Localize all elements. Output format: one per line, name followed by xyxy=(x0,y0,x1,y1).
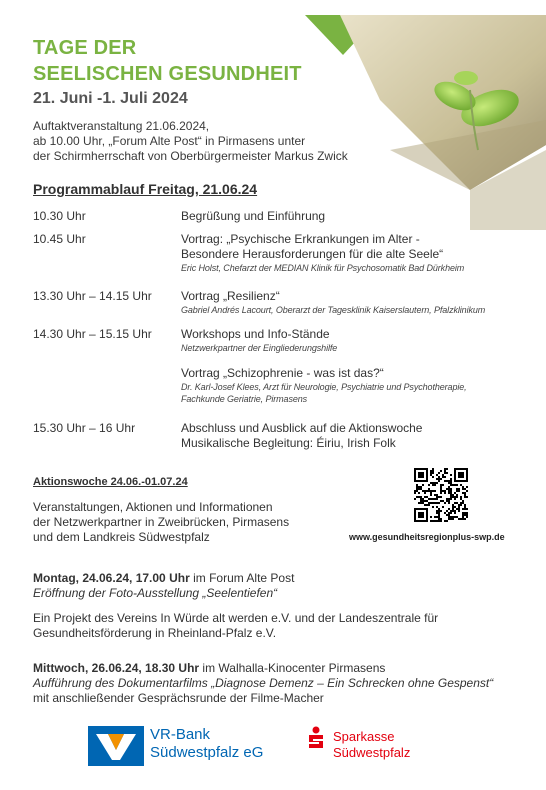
title-line2: SEELISCHEN GESUNDHEIT xyxy=(33,63,302,85)
programm-heading: Programmablauf Freitag, 21.06.24 xyxy=(33,181,258,197)
programm-time: 10.45 Uhr xyxy=(33,232,86,246)
aktionswoche-heading: Aktionswoche 24.06.-01.07.24 xyxy=(33,476,188,488)
intro-text: Auftaktveranstaltung 21.06.2024, ab 10.00 Uhr, „Forum Alte Post“ in Pirmasens unter der Schirmherrschaft von Oberbürgermeister Markus Zwick xyxy=(33,119,348,163)
programm-event: Vortrag: „Psychische Erkrankungen im Alter - Besondere Herausforderungen für die alte Seele“ Eric Holst, Chefarzt der MEDIAN Klinik für Psychosomatik Bad Dürkheim xyxy=(181,232,465,273)
sparkasse-name: Sparkasse Südwestpfalz xyxy=(333,729,411,760)
aktionswoche-text: Veranstaltungen, Aktionen und Informationen der Netzwerkpartner in Zweibrücken, Pirmasens und dem Landkreis Südwestpfalz xyxy=(33,500,290,544)
website-link[interactable]: www.gesundheitsregionplus-swp.de xyxy=(349,532,505,542)
title-line1: TAGE DER xyxy=(33,37,137,59)
programm-event: Vortrag „Resilienz“ Gabriel Andrés Lacourt, Oberarzt der Tagesklinik Kaiserslautern, Pfalzklinikum xyxy=(181,289,486,315)
programm-event: Begrüßung und Einführung xyxy=(181,209,326,223)
vr-bank-logo-icon xyxy=(88,726,144,766)
montag-section: Montag, 24.06.24, 17.00 Uhr im Forum Alte Post Eröffnung der Foto-Ausstellung „Seelentiefen“ Ein Projekt des Vereins In Würde alt werden e.V. und der Landeszentrale für Gesundheitsförderung in Rheinland-Pfalz e.V. xyxy=(33,571,439,640)
programm-time: 10.30 Uhr xyxy=(33,209,86,223)
vr-bank-name: VR-Bank Südwestpfalz eG xyxy=(150,726,264,761)
programm-event: Vortrag „Schizophrenie - was ist das?“ Dr. Karl-Josef Klees, Arzt für Neurologie, Psychiatrie und Psychotherapie, Fachkunde Geriatrie, Pirmasens xyxy=(181,366,467,404)
sparkasse-logo-icon xyxy=(306,726,326,750)
programm-time: 15.30 Uhr – 16 Uhr xyxy=(33,421,136,435)
qr-code-icon[interactable] xyxy=(414,468,468,522)
event-dates: 21. Juni -1. Juli 2024 xyxy=(33,90,188,107)
programm-time: 14.30 Uhr – 15.15 Uhr xyxy=(33,327,152,341)
programm-time: 13.30 Uhr – 14.15 Uhr xyxy=(33,289,152,303)
programm-event: Workshops und Info-Stände Netzwerkpartner der Eingliederungshilfe xyxy=(181,327,338,353)
mittwoch-section: Mittwoch, 26.06.24, 18.30 Uhr im Walhalla-Kinocenter Pirmasens Aufführung des Dokumentarfilms „Diagnose Demenz – Ein Schrecken ohne Gespenst“ mit anschließender Gesprächsrunde der Filme-Macher xyxy=(33,661,494,705)
programm-event: Abschluss und Ausblick auf die Aktionswoche Musikalische Begleitung: Éiriu, Irish Folk xyxy=(181,421,423,450)
